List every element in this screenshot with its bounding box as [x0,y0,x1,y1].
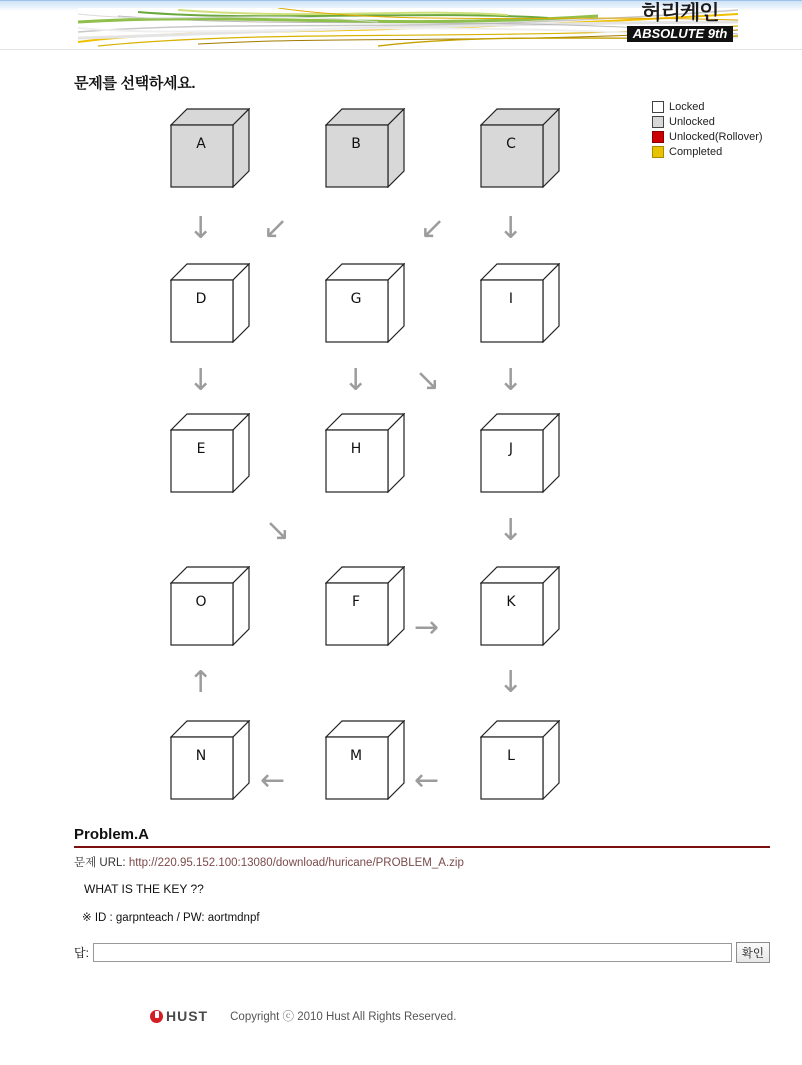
legend-swatch-locked [652,101,664,113]
problem-node-n-label: N [195,748,207,764]
problem-node-g-label: G [350,291,362,307]
problem-node-k[interactable] [480,566,560,646]
problem-title: Problem.A [74,826,150,843]
site-footer [150,1008,456,1024]
arrow-c-to-g: ↙ [420,211,446,246]
legend [652,100,792,160]
arrow-l-to-m: ← [414,763,440,798]
arrow-b-to-d: ↙ [263,211,289,246]
site-logo[interactable] [620,2,740,42]
problem-node-l[interactable] [480,720,560,800]
problem-node-i-label: I [508,291,514,307]
problem-node-e-label: E [196,441,206,457]
legend-item-completed [652,145,792,159]
legend-item-locked [652,100,792,114]
problem-node-b-label: B [351,136,361,152]
problem-graph [150,108,620,818]
problem-node-a-label: A [196,136,206,152]
problem-divider [74,846,770,848]
arrow-c-to-i: ↓ [498,211,524,246]
page-title: 문제를 선택하세요. [74,75,196,92]
hust-logo-text: HUST [166,1008,209,1024]
legend-swatch-unlocked-rollover [652,131,664,143]
problem-node-e[interactable] [170,413,250,493]
legend-label-unlocked: Unlocked [669,116,715,128]
problem-panel [74,826,764,963]
arrow-m-to-n: ← [260,763,286,798]
problem-node-j[interactable] [480,413,560,493]
arrow-j-to-k: ↓ [498,513,524,548]
problem-node-j-label: J [508,441,514,457]
site-banner [0,0,802,50]
problem-node-d-label: D [195,291,207,307]
problem-node-i[interactable] [480,263,560,343]
problem-node-l-label: L [507,748,515,764]
answer-submit-button[interactable]: 확인 [736,942,770,963]
legend-item-unlocked-rollover [652,130,792,144]
problem-credentials-note: ※ ID : garpnteach / PW: aortmdnpf [82,912,260,924]
problem-node-o-label: O [195,594,207,610]
legend-label-locked: Locked [669,101,705,113]
problem-node-a[interactable] [170,108,250,188]
problem-node-g[interactable] [325,263,405,343]
problem-node-h-label: H [350,441,362,457]
legend-label-completed: Completed [669,146,723,158]
problem-node-o[interactable] [170,566,250,646]
arrow-f-to-k: → [414,610,440,645]
legend-item-unlocked [652,115,792,129]
site-logo-korean: 허리케인 [641,2,719,24]
arrow-n-to-o: ↑ [188,665,214,700]
arrow-k-to-l: ↓ [498,665,524,700]
hust-logo [150,1008,208,1024]
problem-statement: WHAT IS THE KEY ?? [84,882,204,896]
hust-mark-icon [150,1010,163,1023]
site-logo-subtitle: ABSOLUTE 9th [627,26,734,42]
problem-node-c[interactable] [480,108,560,188]
arrow-g-to-h: ↓ [343,363,369,398]
problem-url-row [74,854,730,870]
problem-node-m-label: M [349,748,363,764]
problem-node-n[interactable] [170,720,250,800]
problem-node-b[interactable] [325,108,405,188]
legend-label-unlocked-rollover: Unlocked(Rollover) [669,131,763,143]
arrow-e-to-f: ↘ [265,513,291,548]
arrow-i-to-j: ↓ [498,363,524,398]
copyright-text: Copyright ⓒ 2010 Hust All Rights Reserved. [230,1011,457,1023]
problem-url-label: 문제 URL: [74,857,126,869]
problem-node-d[interactable] [170,263,250,343]
problem-node-f-label: F [351,594,361,610]
problem-url-link[interactable]: http://220.95.152.100:13080/download/huricane/PROBLEM_A.zip [128,857,464,869]
problem-node-h[interactable] [325,413,405,493]
legend-swatch-completed [652,146,664,158]
answer-row [74,942,770,963]
problem-node-k-label: K [506,594,516,610]
answer-label: 답: [74,946,89,960]
problem-node-c-label: C [506,136,516,152]
answer-input[interactable] [93,943,732,962]
arrow-d-to-e: ↓ [188,363,214,398]
banner-bottom-rule [0,49,802,50]
arrow-g-to-j: ↘ [415,363,441,398]
problem-node-m[interactable] [325,720,405,800]
legend-swatch-unlocked [652,116,664,128]
arrow-a-to-d: ↓ [188,211,214,246]
problem-node-f[interactable] [325,566,405,646]
